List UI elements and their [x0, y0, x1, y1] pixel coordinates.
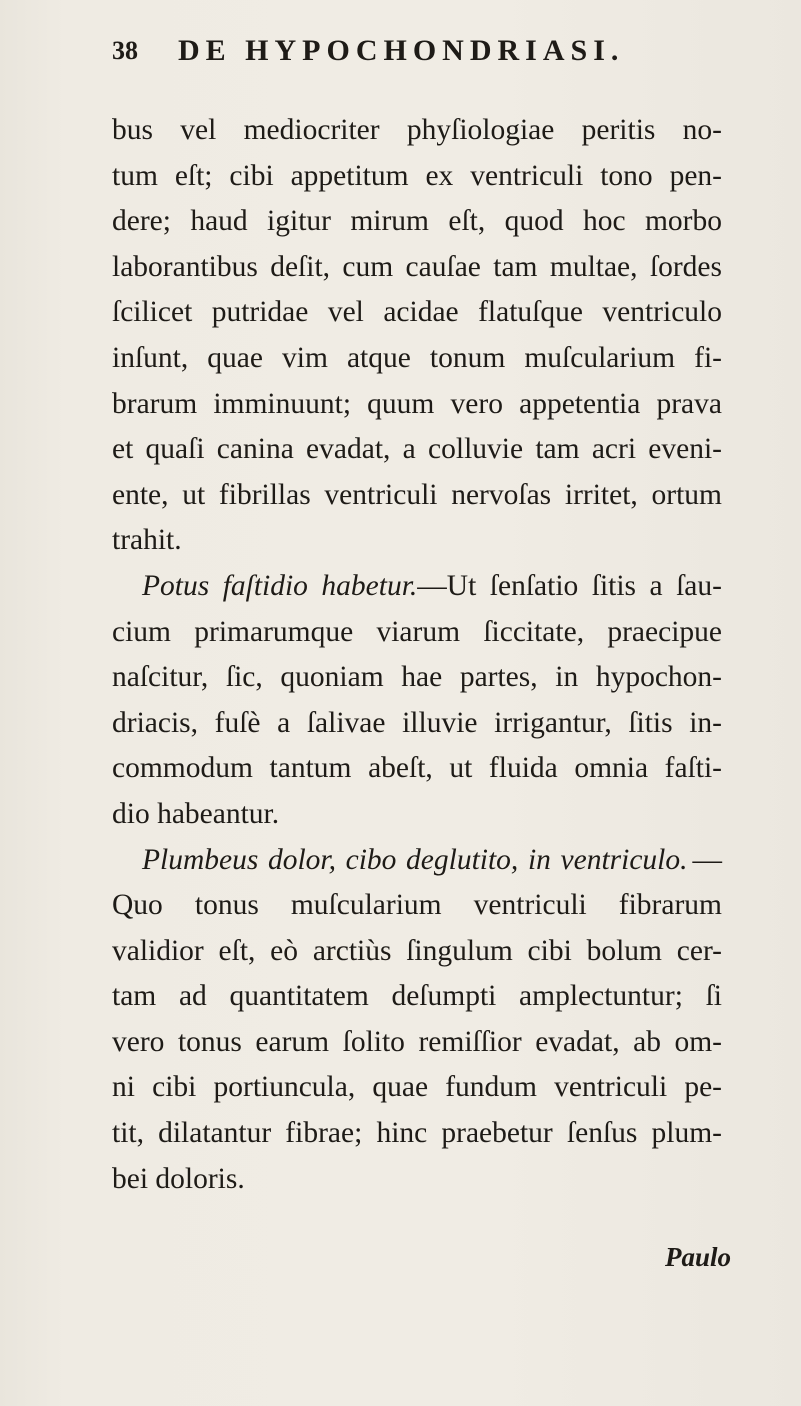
text-line: driacis, fuſè a ſalivae illuvie irrigantur, ſitis in-	[112, 706, 722, 739]
page-number: 38	[112, 36, 138, 65]
text-line: ſcilicet putridae vel acidae flatuſque ventriculo	[112, 296, 722, 329]
body-text	[112, 108, 722, 1202]
text-line: validior eſt, eò arctiùs ſingulum cibi bolum cer-	[112, 934, 722, 967]
text-line: brarum imminuunt; quum vero appetentia prava	[112, 387, 722, 420]
running-header	[112, 36, 712, 80]
text-line: ni cibi portiuncula, quae fundum ventriculi pe-	[112, 1071, 722, 1104]
text-line: naſcitur, ſic, quoniam hae partes, in hypochon-	[112, 661, 722, 694]
text-line: inſunt, quae vim atque tonum muſcularium fi-	[112, 341, 722, 374]
text-line: cium primarumque viarum ſiccitate, praecipue	[112, 615, 722, 648]
text-line: dere; haud igitur mirum eſt, quod hoc morbo	[112, 205, 722, 238]
paragraph-heading-line	[112, 838, 722, 884]
text-span: —	[692, 843, 722, 876]
text-span: —Ut ſenſatio ſitis a ſau-	[417, 569, 722, 602]
text-line: trahit.	[112, 524, 182, 557]
catchword: Paulo	[664, 1242, 731, 1272]
text-line: bus vel mediocriter phyſiologiae peritis no-	[112, 114, 722, 146]
text-line: et quaſi canina evadat, a colluvie tam acri eveni-	[112, 433, 722, 466]
paragraph-heading-line	[112, 564, 722, 610]
text-line: tum eſt; cibi appetitum ex ventriculi tono pen-	[112, 159, 722, 192]
paragraph-heading: Plumbeus dolor, cibo deglutito, in ventriculo.	[142, 843, 688, 876]
text-line: ente, ut fibrillas ventriculi nervoſas irritet, ortum	[112, 478, 722, 511]
text-line: tam ad quantitatem deſumpti amplectuntur; ſi	[112, 980, 722, 1013]
text-line: dio habeantur.	[112, 797, 280, 830]
paragraph-heading: Potus faſtidio habetur.	[142, 569, 418, 602]
text-line: tit, dilatantur fibrae; hinc praebetur ſenſus plum-	[112, 1117, 722, 1150]
text-line: vero tonus earum ſolito remiſſior evadat, ab om-	[112, 1025, 722, 1058]
running-title: DE HYPOCHONDRIASI.	[178, 34, 625, 67]
text-line: Quo tonus muſcularium ventriculi fibrarum	[112, 889, 722, 922]
text-line: laborantibus deſit, cum cauſae tam multae, ſordes	[112, 250, 722, 283]
text-line: bei doloris.	[112, 1162, 245, 1195]
text-line: commodum tantum abeſt, ut fluida omnia faſti-	[112, 752, 722, 785]
